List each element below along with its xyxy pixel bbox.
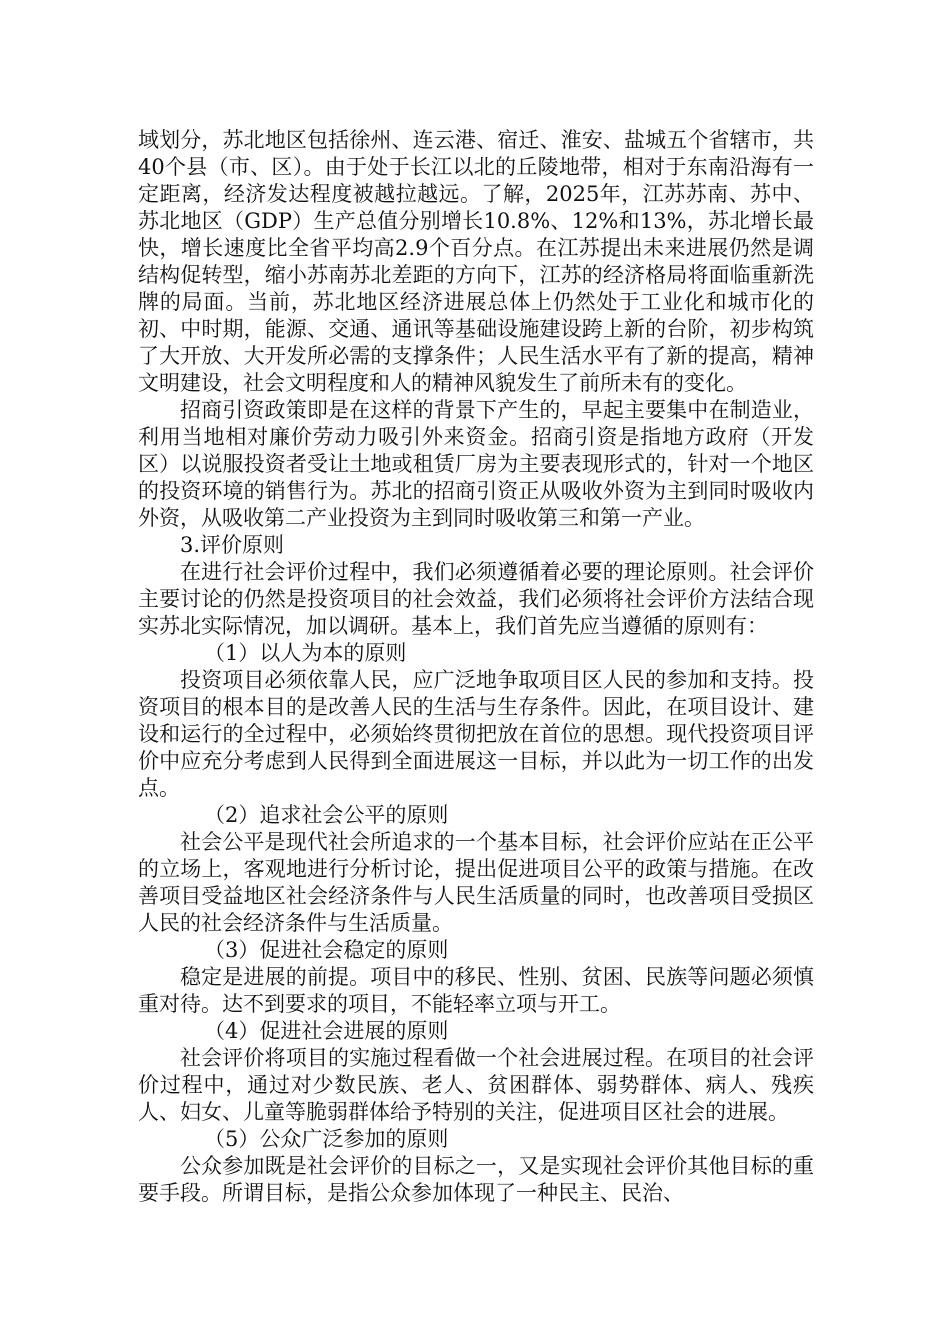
document-page [138, 127, 814, 1207]
paragraph-social-stability: 稳定是进展的前提。项目中的移民、性别、贫困、民族等问题必须慎重对待。达不到要求的项目，不能轻率立项与开工。 [138, 965, 814, 1016]
paragraph-intro: 域划分，苏北地区包括徐州、连云港、宿迁、淮安、盐城五个省辖市，共40个县（市、区）。由于处于长江以北的丘陵地带，相对于东南沿海有一定距离，经济发达程度被越拉越远。了解，2025年，江苏苏南、苏中、苏北地区（GDP）生产总值分别增长10.8%、12%和13%，苏北增长最快，增长速度比全省平均高2.9个百分点。在江苏提出未来进展仍然是调结构促转型，缩小苏南苏北差距的方向下，江苏的经济格局将面临重新洗牌的局面。当前，苏北地区经济进展总体上仍然处于工业化和城市化的初、中时期，能源、交通、通讯等基础设施建设跨上新的台阶，初步构筑了大开放、大开发所必需的支撑条件；人民生活水平有了新的提高，精神文明建设，社会文明程度和人的精神风貌发生了前所未有的变化。 [138, 128, 814, 395]
subheading-social-stability: （3）促进社会稳定的原则 [204, 938, 449, 962]
paragraph-people-oriented: 投资项目必须依靠人民，应广泛地争取项目区人民的参加和支持。投资项目的根本目的是改善人民的生活与生存条件。因此，在项目设计、建设和运行的全过程中，必须始终贯彻把放在首位的思想。现代投资项目评价中应充分考虑到人民得到全面进展这一目标，并以此为一切工作的出发点。 [138, 668, 814, 800]
subheading-public-participation: （5）公众广泛参加的原则 [204, 1127, 449, 1151]
subheading-social-fairness: （2）追求社会公平的原则 [204, 803, 449, 827]
paragraph-social-fairness: 社会公平是现代社会所追求的一个基本目标，社会评价应站在正公平的立场上，客观地进行分析讨论，提出促进项目公平的政策与措施。在改善项目受益地区社会经济条件与人民生活质量的同时，也改善项目受损区人民的社会经济条件与生活质量。 [138, 830, 814, 935]
paragraph-social-progress: 社会评价将项目的实施过程看做一个社会进展过程。在项目的社会评价过程中，通过对少数民族、老人、贫困群体、弱势群体、病人、残疾人、妇女、儿童等脆弱群体给予特别的关注，促进项目区社会的进展。 [138, 1046, 814, 1124]
paragraph-principles-intro: 在进行社会评价过程中，我们必须遵循着必要的理论原则。社会评价主要讨论的仍然是投资项目的社会效益，我们必须将社会评价方法结合现实苏北实际情况，加以调研。基本上，我们首先应当遵循的原则有： [138, 560, 814, 638]
subheading-social-progress: （4）促进社会进展的原则 [204, 1019, 449, 1043]
paragraph-investment-policy: 招商引资政策即是在这样的背景下产生的，早起主要集中在制造业，利用当地相对廉价劳动力吸引外来资金。招商引资是指地方政府（开发区）以说服投资者受让土地或租赁厂房为主要表现形式的，针对一个地区的投资环境的销售行为。苏北的招商引资正从吸收外资为主到同时吸收内外资，从吸收第二产业投资为主到同时吸收第三和第一产业。 [138, 398, 814, 530]
paragraph-public-participation: 公众参加既是社会评价的目标之一，又是实现社会评价其他目标的重要手段。所谓目标，是指公众参加体现了一种民主、民治、 [138, 1154, 814, 1205]
section-heading-evaluation-principles: 3.评价原则 [180, 533, 285, 557]
subheading-people-oriented: （1）以人为本的原则 [204, 641, 407, 665]
